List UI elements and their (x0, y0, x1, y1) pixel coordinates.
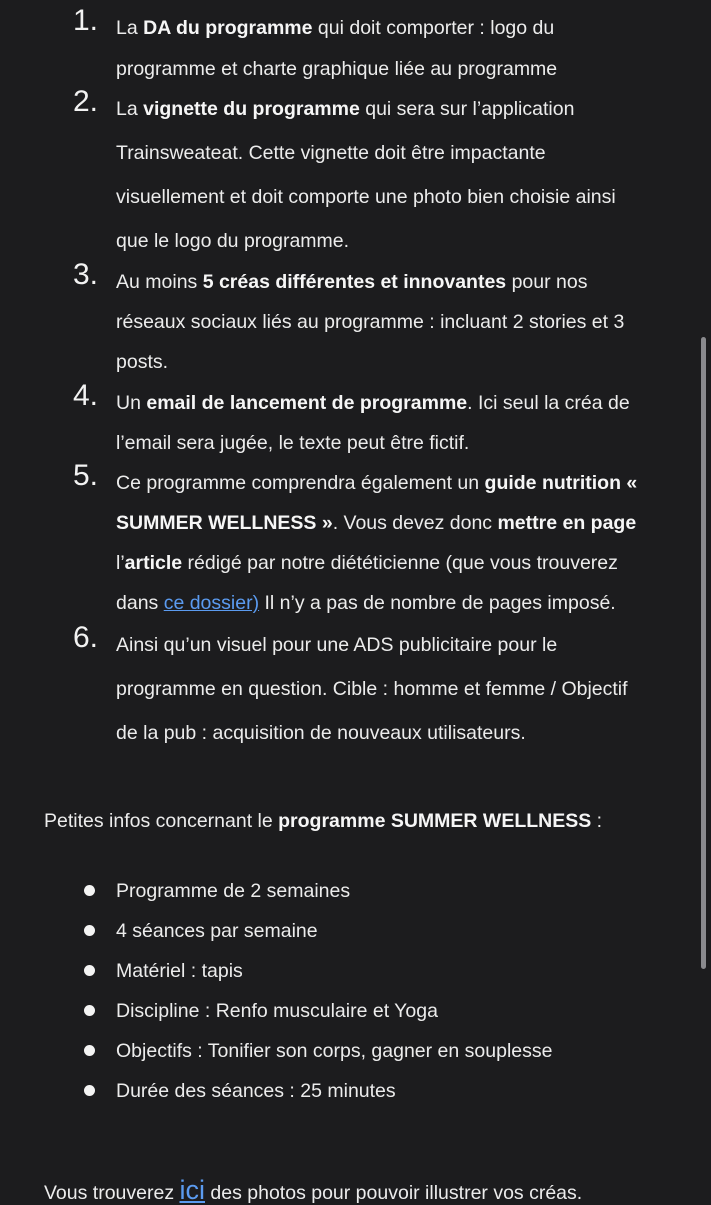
text-segment: : (591, 810, 603, 832)
text-segment: de la pub : acquisition de nouveaux utilisateurs. (116, 722, 526, 744)
list-item-number: 3. (73, 258, 99, 291)
text-line (116, 16, 554, 40)
bullet-list-item (0, 999, 711, 1023)
bullet-list-item (0, 1039, 711, 1063)
bullet-text: Matériel : tapis (116, 960, 243, 982)
text-line (116, 350, 168, 374)
photos-link[interactable]: ici (179, 1175, 205, 1205)
bullet-text: Programme de 2 semaines (116, 880, 351, 902)
text-line (116, 391, 630, 415)
text-segment: qui doit comporter : logo du (312, 17, 555, 39)
bullet-dot-icon (84, 925, 95, 936)
text-segment: l’email sera jugée, le texte peut être fictif. (116, 432, 470, 454)
text-segment: Trainsweateat. Cette vignette doit être impactante (116, 142, 546, 164)
text-segment: Il n’y a pas de nombre de pages imposé. (259, 592, 616, 614)
folder-link[interactable]: ce dossier) (163, 592, 260, 614)
text-line (116, 141, 546, 165)
list-item-number: 5. (73, 459, 99, 492)
bullet-list-item (0, 879, 711, 903)
scrollbar-thumb[interactable] (701, 337, 706, 969)
bold-text-segment: mettre en page (497, 512, 637, 534)
text-segment: qui sera sur l’application (359, 98, 575, 120)
bullet-list-item (0, 959, 711, 983)
text-segment: visuellement et doit comporte une photo bien choisie ainsi (116, 186, 616, 208)
text-segment: Un (116, 392, 147, 414)
text-line (116, 471, 637, 495)
text-line (116, 633, 557, 657)
list-item-number: 1. (73, 4, 99, 37)
text-segment: La (116, 17, 144, 39)
text-line (116, 431, 469, 455)
text-segment: programme et charte graphique liée au programme (116, 58, 558, 80)
text-line (116, 310, 624, 334)
text-segment: Ainsi qu’un visuel pour une ADS publicitaire pour le (116, 634, 558, 656)
bullet-text: Durée des séances : 25 minutes (116, 1080, 396, 1102)
text-segment: rédigé par notre diététicienne (que vous trouverez (182, 552, 618, 574)
text-line (116, 97, 574, 121)
bold-text-segment: programme SUMMER WELLNESS (278, 810, 592, 832)
text-segment: l’ (116, 552, 125, 574)
bold-text-segment: guide nutrition « (484, 472, 638, 494)
text-segment: Au moins (116, 271, 203, 293)
bold-text-segment: DA du programme (143, 17, 313, 39)
infos-intro-paragraph (44, 809, 602, 833)
list-item-number: 2. (73, 85, 99, 118)
text-line (116, 57, 557, 81)
text-segment: que le logo du programme. (116, 230, 350, 252)
bold-text-segment: 5 créas différentes et innovantes (202, 271, 507, 293)
text-segment: posts. (116, 351, 169, 373)
text-segment: La (116, 98, 144, 120)
bold-text-segment: vignette du programme (143, 98, 360, 120)
footer-text-before: Vous trouverez (44, 1182, 180, 1204)
text-segment: . Ici seul la créa de (467, 392, 630, 414)
bullet-list-item (0, 1079, 711, 1103)
text-line (116, 551, 618, 575)
text-segment: réseaux sociaux liés au programme : incluant 2 stories et 3 (116, 311, 625, 333)
bullet-text: 4 séances par semaine (116, 920, 318, 942)
bullet-dot-icon (84, 1005, 95, 1016)
text-line (116, 185, 616, 209)
text-line (116, 229, 349, 253)
text-segment: programme en question. Cible : homme et femme / Objectif (116, 678, 628, 700)
text-segment: Petites infos concernant le (44, 810, 279, 832)
footer-paragraph (44, 1175, 583, 1205)
text-segment: pour nos (506, 271, 588, 293)
bullet-list-item (0, 919, 711, 943)
text-line (116, 721, 526, 745)
bold-text-segment: article (124, 552, 183, 574)
bullet-text: Objectifs : Tonifier son corps, gagner en souplesse (116, 1040, 553, 1062)
text-line (116, 591, 616, 615)
text-segment: dans (116, 592, 164, 614)
list-item-number: 6. (73, 621, 99, 654)
text-line (116, 511, 636, 535)
bold-text-segment: SUMMER WELLNESS » (116, 512, 333, 534)
bullet-text: Discipline : Renfo musculaire et Yoga (116, 1000, 438, 1022)
bullet-dot-icon (84, 1085, 95, 1096)
text-segment: . Vous devez donc (332, 512, 498, 534)
text-line (116, 677, 628, 701)
text-segment: Ce programme comprendra également un (116, 472, 485, 494)
footer-text-after: des photos pour pouvoir illustrer vos créas. (205, 1182, 583, 1204)
bold-text-segment: email de lancement de programme (146, 392, 468, 414)
list-item-number: 4. (73, 379, 99, 412)
bullet-dot-icon (84, 1045, 95, 1056)
bullet-dot-icon (84, 965, 95, 976)
text-line (116, 270, 587, 294)
bullet-dot-icon (84, 885, 95, 896)
